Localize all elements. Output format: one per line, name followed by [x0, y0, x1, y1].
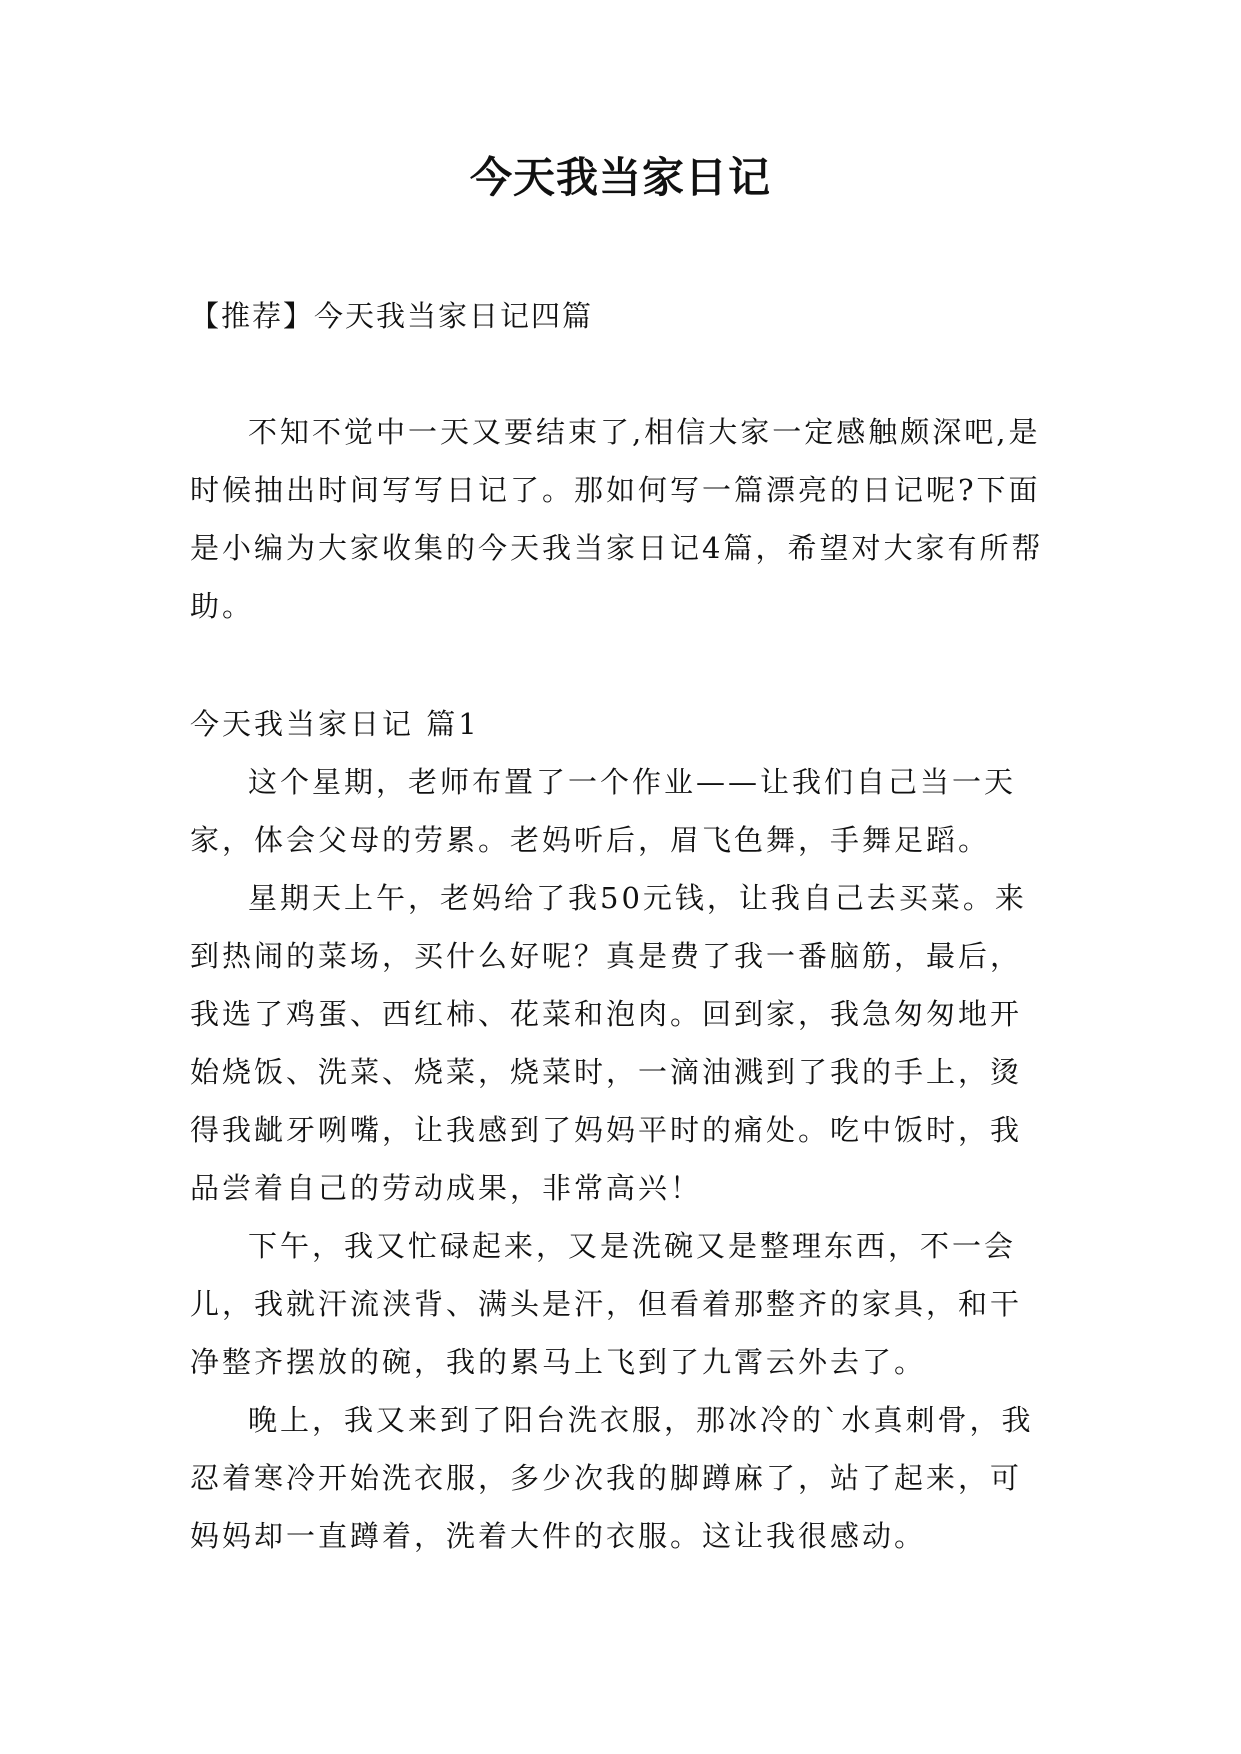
- section-paragraph-3: 下午，我又忙碌起来，又是洗碗又是整理东西，不一会儿，我就汗流浃背、满头是汗，但看着那整齐的家具，和干净整齐摆放的碗，我的累马上飞到了九霄云外去了。: [190, 1229, 1023, 1379]
- section-paragraph-1: 这个星期，老师布置了一个作业——让我们自己当一天家，体会父母的劳累。老妈听后，眉飞色舞，手舞足蹈。: [190, 765, 1017, 857]
- intro-paragraph: 不知不觉中一天又要结束了,相信大家一定感触颇深吧,是时候抽出时间写写日记了。那如何写一篇漂亮的日记呢?下面是小编为大家收集的今天我当家日记4篇，希望对大家有所帮助。: [190, 415, 1044, 623]
- document-subtitle: 【推荐】今天我当家日记四篇: [190, 299, 594, 333]
- section-heading: 今天我当家日记 篇1: [190, 707, 480, 741]
- section-paragraph-4: 晚上，我又来到了阳台洗衣服，那冰冷的`水真刺骨，我忍着寒冷开始洗衣服，多少次我的脚蹲麻了，站了起来，可妈妈却一直蹲着，洗着大件的衣服。这让我很感动。: [190, 1403, 1034, 1553]
- intro-block: [190, 403, 1052, 635]
- section-paragraph-2: 星期天上午，老妈给了我50元钱，让我自己去买菜。来到热闹的菜场，买什么好呢？真是费了我一番脑筋，最后，我选了鸡蛋、西红柿、花菜和泡肉。回到家，我急匆匆地开始烧饭、洗菜、烧菜，烧菜时，一滴油溅到了我的手上，烫得我龇牙咧嘴，让我感到了妈妈平时的痛处。吃中饭时，我品尝着自己的劳动成果，非常高兴！: [190, 881, 1027, 1205]
- diary-section-1: [190, 695, 1052, 1565]
- document-title: 今天我当家日记: [469, 153, 771, 202]
